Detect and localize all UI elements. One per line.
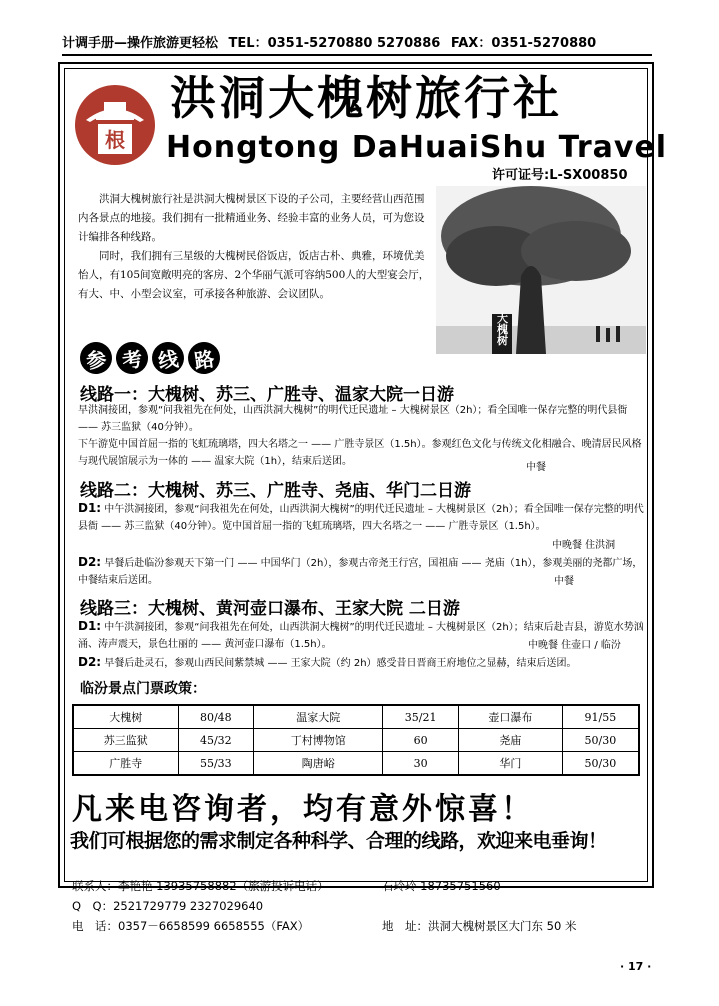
contact-person-2: 石玲玲 18735751560 <box>382 879 501 893</box>
route2-title: 线路二：大槐树、苏三、广胜寺、尧庙、华门二日游 <box>80 481 471 501</box>
route3-d1-text: 中午洪洞接团，参观“问我祖先在何处，山西洪洞大槐树”的明代迁民遗址 – 大槐树景区（2h）；结束后赴吉县，游览水势汹涌、涛声震天，景色壮丽的 —— 黄河壶口瀑布（1.5h）。 <box>78 622 644 650</box>
table-row <box>73 705 639 729</box>
header-fax: FAX：0351-5270880 <box>450 36 597 51</box>
table-cell: 30 <box>383 752 459 776</box>
route2-d2-text: 早餐后赴临汾参观天下第一门 —— 中国华门（2h），参观古帝尧王行宫，国祖庙 —— 尧庙（1h），参观美丽的尧都广场，中餐结束后送团。 <box>78 558 643 586</box>
route2-d2-meal: 中餐 <box>554 576 574 587</box>
route2-d1-label: D1: <box>78 501 102 515</box>
ticket-table <box>72 704 640 776</box>
route1-meal: 中餐 <box>526 462 546 473</box>
header-bar <box>62 34 652 56</box>
contact-info <box>72 876 642 936</box>
logo-char: 根 <box>105 128 125 152</box>
table-cell: 大槐树 <box>73 705 178 729</box>
company-logo-icon <box>74 84 156 166</box>
contact-phone: 电 话：0357－6658599 6658555（FAX） <box>72 919 310 933</box>
table-cell: 60 <box>383 729 459 752</box>
tree-photo <box>436 186 646 354</box>
route2-d1-meal: 中晚餐 住洪洞 <box>552 540 616 551</box>
table-cell: 陶唐峪 <box>254 752 383 776</box>
table-cell: 45/32 <box>178 729 254 752</box>
table-cell: 50/30 <box>562 729 639 752</box>
ref-char-1: 参 <box>78 340 114 376</box>
table-cell: 华门 <box>458 752 562 776</box>
page-number: · 17 · <box>620 960 652 973</box>
table-cell: 丁村博物馆 <box>254 729 383 752</box>
route3-d1-meal: 中晚餐 住壶口 / 临汾 <box>528 640 621 651</box>
table-cell: 广胜寺 <box>73 752 178 776</box>
slogan-surprise: 凡来电咨询者，均有意外惊喜！ <box>72 792 534 827</box>
company-title-cn: 洪洞大槐树旅行社 <box>170 71 562 125</box>
reference-routes-title <box>80 342 220 376</box>
table-cell: 温家大院 <box>254 705 383 729</box>
ticket-policy-title: 临汾景点门票政策： <box>80 681 206 697</box>
table-cell: 50/30 <box>562 752 639 776</box>
route2-d2-label: D2: <box>78 555 102 569</box>
route1-line1: 早洪洞接团，参观“问我祖先在何处，山西洪洞大槐树”的明代迁民遗址 – 大槐树景区（2h）；看全国唯一保存完整的明代县衙 —— 苏三监狱（40分钟）。 <box>78 405 628 433</box>
route1-title: 线路一：大槐树、苏三、广胜寺、温家大院一日游 <box>80 385 454 405</box>
table-row <box>73 729 639 752</box>
route3-d1-label: D1: <box>78 619 102 633</box>
table-cell: 80/48 <box>178 705 254 729</box>
route2-day1 <box>78 500 644 535</box>
contact-row <box>72 916 642 936</box>
company-title-en: Hongtong DaHuaiShu Travel <box>166 130 668 165</box>
license-number: 许可证号:L-SX00850 <box>492 168 628 183</box>
route3-day2 <box>78 654 644 672</box>
contact-row <box>72 876 642 896</box>
intro-text <box>78 190 430 304</box>
contact-row <box>72 896 642 916</box>
photo-sign: 大槐树 <box>495 312 509 346</box>
route3-title: 线路三：大槐树、黄河壶口瀑布、王家大院 二日游 <box>80 599 460 619</box>
ref-char-4: 路 <box>186 340 222 376</box>
route3-d2-label: D2: <box>78 655 102 669</box>
table-cell: 尧庙 <box>458 729 562 752</box>
contact-address: 地 址：洪洞大槐树景区大门东 50 米 <box>382 919 577 933</box>
route3-d2-text: 早餐后赴灵石，参观山西民间紫禁城 —— 王家大院（约 2h）感受昔日晋商王府地位之显赫，结束后送团。 <box>104 658 577 669</box>
table-cell: 55/33 <box>178 752 254 776</box>
intro-paragraph-1: 洪洞大槐树旅行社是洪洞大槐树景区下设的子公司，主要经营山西范围内各景点的地接。我们拥有一批精通业务、经验丰富的业务人员，可为您设计编排各种线路。 <box>78 193 425 243</box>
contact-qq: Q Q：2521729779 2327029640 <box>72 899 264 913</box>
slogan-custom-routes: 我们可根据您的需求制定各种科学、合理的线路，欢迎来电垂询！ <box>70 830 607 852</box>
table-cell: 35/21 <box>383 705 459 729</box>
table-cell: 91/55 <box>562 705 639 729</box>
ref-char-3: 线 <box>150 340 186 376</box>
table-cell: 苏三监狱 <box>73 729 178 752</box>
intro-paragraph-2: 同时，我们拥有三星级的大槐树民俗饭店，饭店古朴、典雅，环境优美怡人，有105间宽敞明亮的客房、2个华丽气派可容纳500人的大型宴会厅，有大、中、小型会议室，可承接各种旅游、会议团队。 <box>78 250 430 300</box>
route1-line2: 下午游览中国首屈一指的飞虹琉璃塔，四大名塔之一 —— 广胜寺景区（1.5h）。参观红色文化与传统文化相融合、晚清居民风格与现代展馆展示为一体的 —— 温家大院（1h），结束后送团。 <box>78 439 642 467</box>
route1-body <box>78 402 644 470</box>
route2-d1-text: 中午洪洞接团，参观“问我祖先在何处，山西洪洞大槐树”的明代迁民遗址 – 大槐树景区（2h）；看全国唯一保存完整的明代县衙 —— 苏三监狱（40分钟）。览中国首屈一指的飞虹琉璃塔，四大名塔之一 —— 广胜寺景区（1.5h）。 <box>78 504 644 532</box>
header-tagline: 计调手册—操作旅游更轻松 <box>62 36 219 51</box>
ref-char-2: 考 <box>114 340 150 376</box>
table-row <box>73 752 639 776</box>
header-tel: TEL：0351-5270880 5270886 <box>228 36 441 51</box>
table-cell: 壶口瀑布 <box>458 705 562 729</box>
contact-person: 联系人：李艳艳 13935758882（旅游投诉电话） <box>72 879 329 893</box>
